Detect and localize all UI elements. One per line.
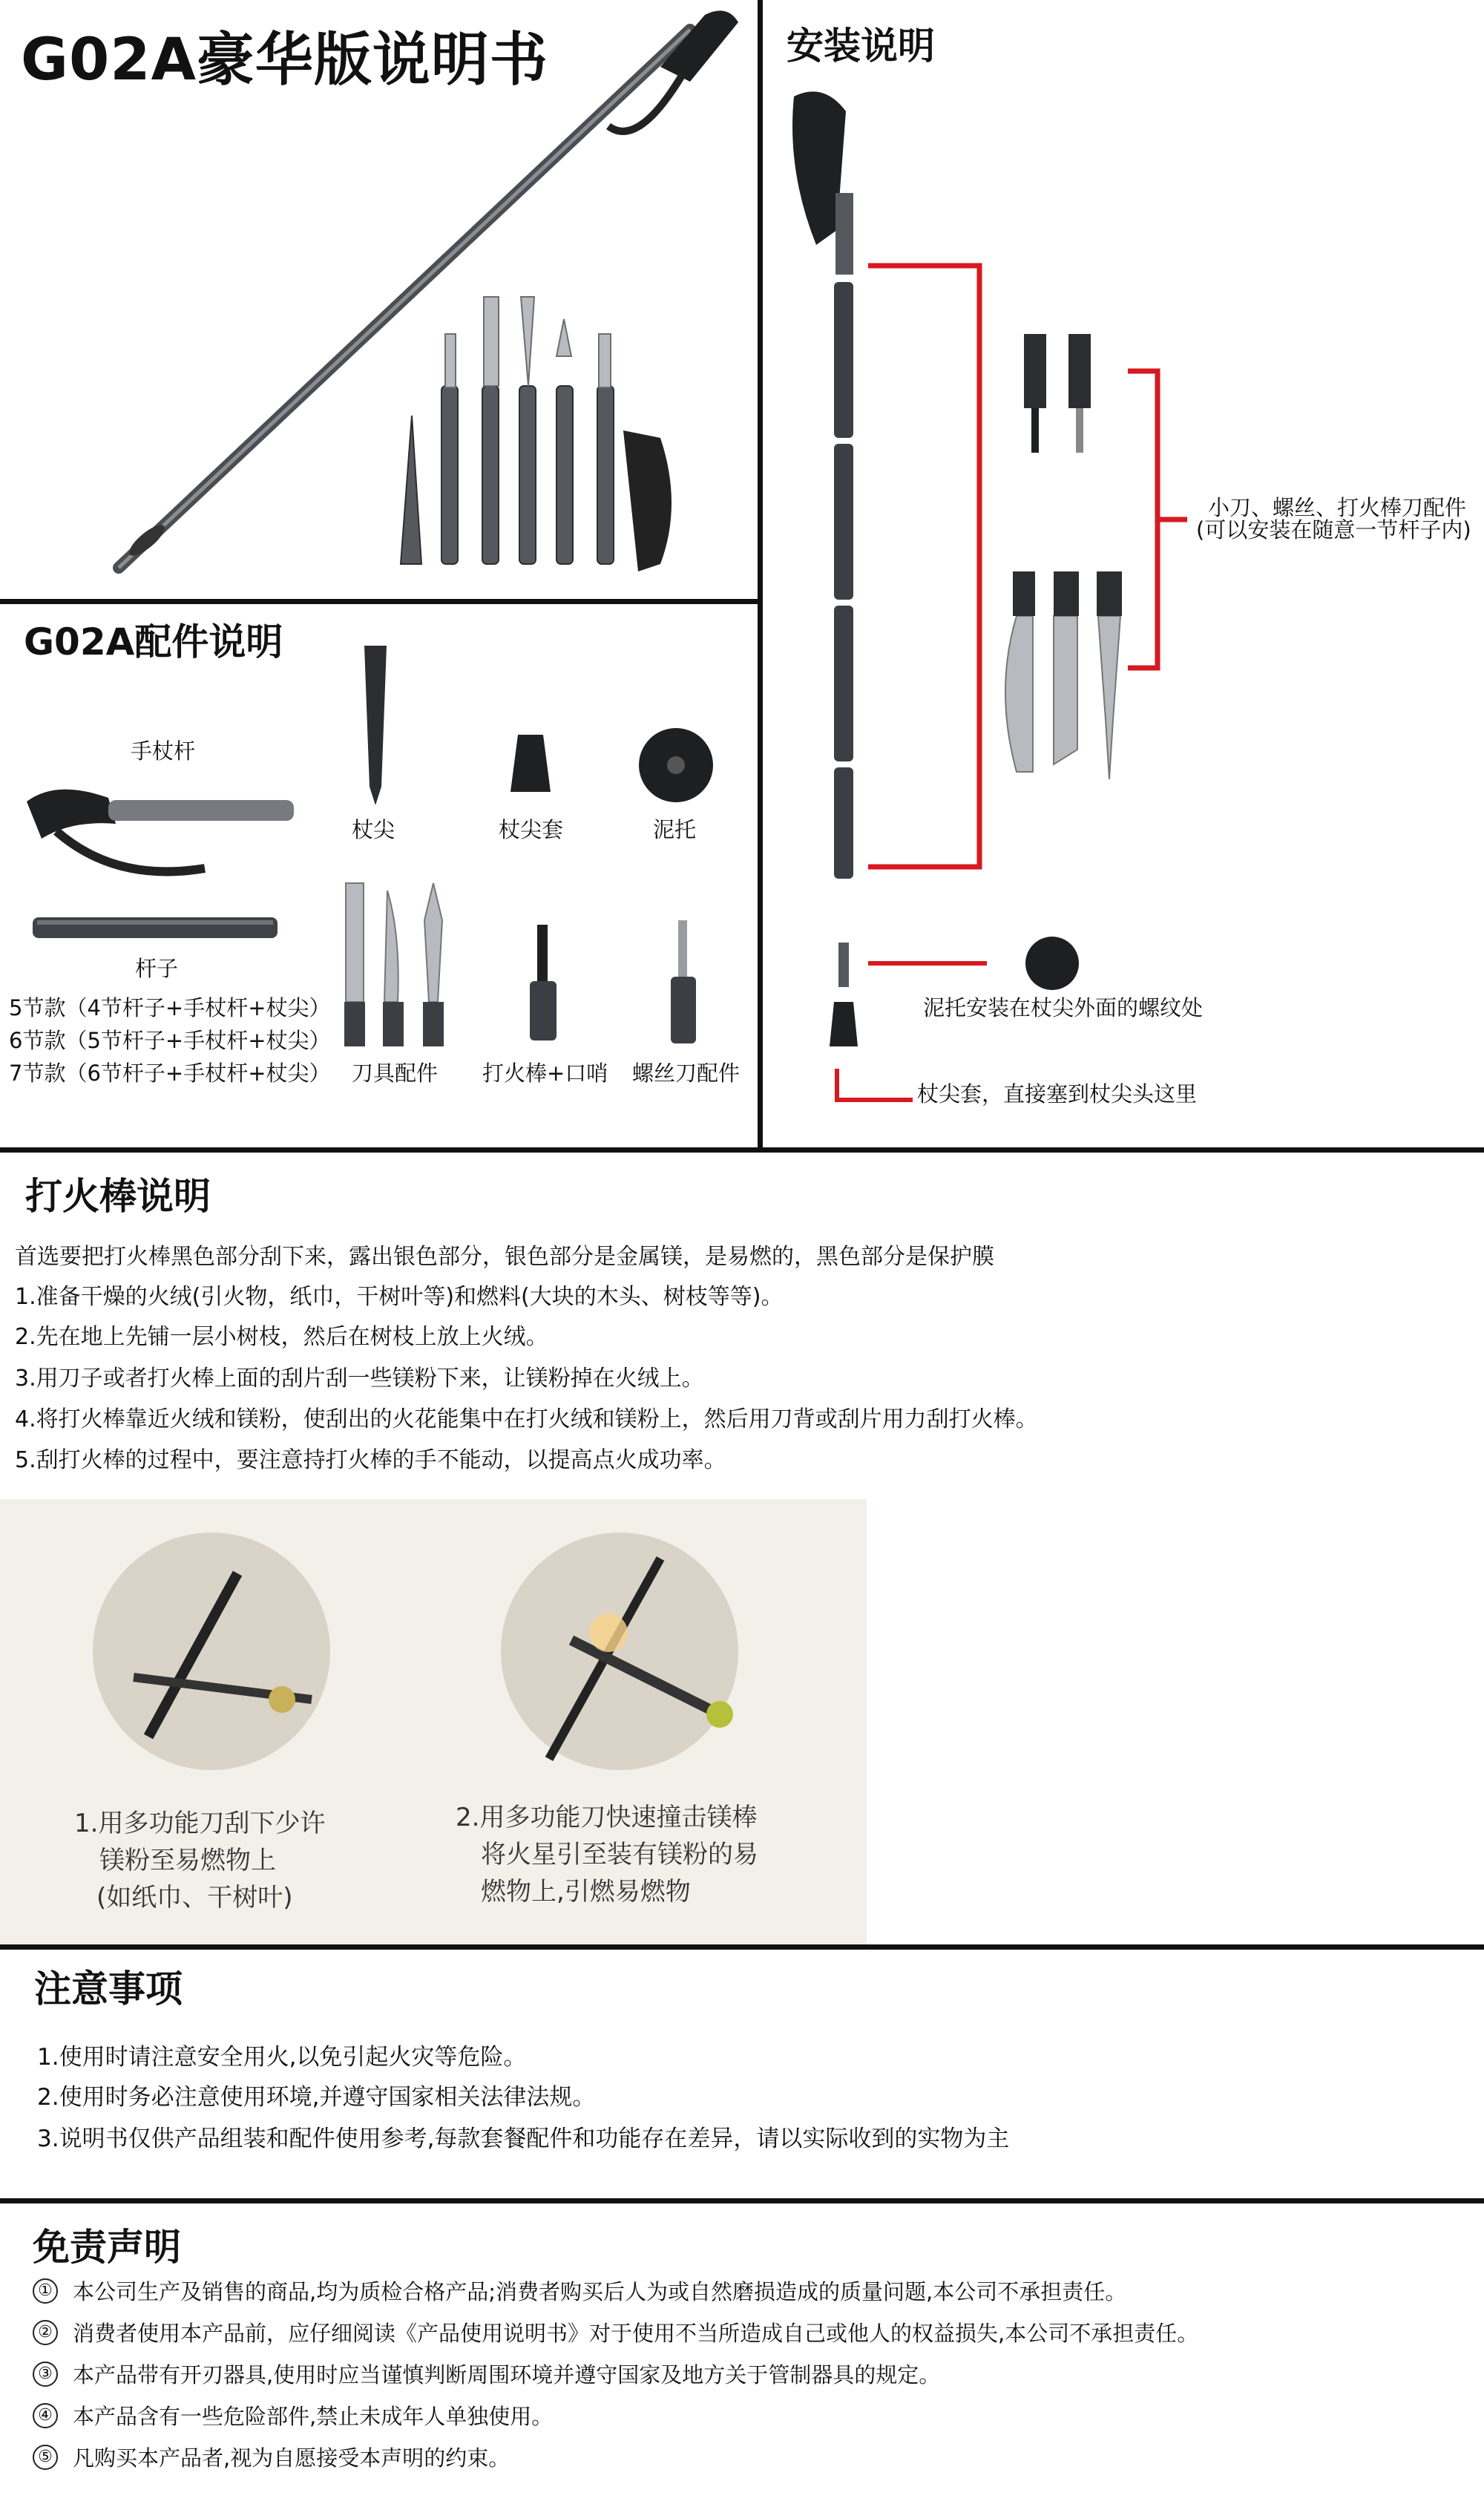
screwdriver-label: 螺丝刀配件 xyxy=(632,1061,741,1086)
notes-line-0: 1.使用时请注意安全用火,以免引起火灾等危险。 xyxy=(37,2044,527,2071)
fire-whistle-image xyxy=(521,922,565,1048)
firestarter-line-2: 2.先在地上先铺一层小树枝，然后在树枝上放上火绒。 xyxy=(15,1324,548,1350)
disclaimer-item xyxy=(33,2400,553,2431)
tip-label: 杖尖 xyxy=(352,817,395,842)
disclaimer-num: ④ xyxy=(33,2403,58,2428)
model-7: 7节款（6节杆子+手杖杆+杖尖） xyxy=(9,1061,331,1086)
disclaimer-num: ⑤ xyxy=(33,2445,58,2470)
firestarter-line-3: 3.用刀子或者打火棒上面的刮片刮一些镁粉下来，让镁粉掉在火绒上。 xyxy=(15,1366,704,1392)
trekking-pole-illustration xyxy=(74,0,742,586)
tip-cap-image xyxy=(505,731,556,798)
model-6: 6节款（5节杆子+手杖杆+杖尖） xyxy=(9,1028,331,1053)
step1-caption-line-1: 镁粉至易燃物上 xyxy=(99,1846,276,1875)
firestarter-line-5: 5.刮打火棒的过程中，要注意持打火棒的手不能动，以提高点火成功率。 xyxy=(15,1447,726,1473)
disclaimer-text: 本公司生产及销售的商品,均为质检合格产品;消费者购买后人为或自然磨损造成的质量问题,本公司不承担责任。 xyxy=(73,2279,1127,2304)
disclaimer-text: 凡购买本产品者,视为自愿接受本声明的约束。 xyxy=(73,2445,510,2471)
tip-image xyxy=(353,638,398,809)
step2-caption-line-1: 将火星引至装有镁粉的易 xyxy=(481,1840,758,1869)
install-note-tipcap: 杖尖套，直接塞到杖尖头这里 xyxy=(917,1081,1198,1107)
pole-image xyxy=(30,913,282,943)
disclaimer-text: 本产品带有开刃器具,使用时应当谨慎判断周围环境并遵守国家及地方关于管制器具的规定。 xyxy=(73,2362,941,2388)
tip-cap-label: 杖尖套 xyxy=(499,817,564,842)
firestarter-line-0: 首选要把打火棒黑色部分刮下来，露出银色部分，银色部分是金属镁，是易燃的，黑色部分是保护膜 xyxy=(15,1244,994,1270)
step1-photo xyxy=(89,1529,334,1774)
step2-caption-line-2: 燃物上,引燃易燃物 xyxy=(481,1877,691,1907)
left-mid-divider xyxy=(0,599,763,604)
disclaimer-num: ③ xyxy=(33,2362,58,2387)
firestarter-title: 打火棒说明 xyxy=(25,1175,211,1218)
handle-label: 手杖杆 xyxy=(131,738,196,764)
screwdriver-image xyxy=(660,917,705,1051)
pole-label: 杆子 xyxy=(135,956,179,981)
mud-basket-label: 泥托 xyxy=(653,817,697,842)
fire-whistle-label: 打火棒+口哨 xyxy=(482,1061,608,1086)
step1-caption-line-2: (如纸巾、干树叶) xyxy=(96,1883,293,1913)
mud-basket-image xyxy=(635,724,717,806)
step2-caption-line-0: 2.用多功能刀快速撞击镁棒 xyxy=(456,1803,758,1832)
install-note-mud: 泥托安装在杖尖外面的螺纹处 xyxy=(923,995,1204,1020)
disclaimer-title: 免责声明 xyxy=(33,2226,181,2269)
install-note-parts: 小刀、螺丝、打火棒刀配件 xyxy=(1208,495,1467,520)
disclaimer-item xyxy=(33,2317,1198,2347)
model-5: 5节款（4节杆子+手杖杆+杖尖） xyxy=(9,995,331,1020)
page-title: G02A豪华版说明书 xyxy=(21,27,548,94)
divider-disclaimer xyxy=(0,2198,1484,2203)
knives-image xyxy=(338,876,457,1054)
disclaimer-num: ① xyxy=(33,2278,58,2304)
notes-title: 注意事项 xyxy=(34,1967,183,2010)
step1-caption-line-0: 1.用多功能刀刮下少许 xyxy=(74,1809,326,1838)
disclaimer-item xyxy=(33,2359,940,2389)
handle-image xyxy=(27,779,301,891)
disclaimer-text: 消费者使用本产品前，应仔细阅读《产品使用说明书》对于使用不当所造成自己或他人的权益损失,本公司不承担责任。 xyxy=(73,2321,1199,2346)
step2-caption xyxy=(456,1799,758,1910)
firestarter-line-1: 1.准备干燥的火绒(引火物，纸巾，干树叶等)和燃料(大块的木头、树枝等等)。 xyxy=(15,1284,784,1310)
firestarter-line-4: 4.将打火棒靠近火绒和镁粉，使刮出的火花能集中在打火绒和镁粉上，然后用刀背或刮片用力刮打火棒。 xyxy=(15,1406,1038,1432)
install-note-parts-sub: (可以安装在随意一节杆子内) xyxy=(1196,517,1471,543)
notes-line-1: 2.使用时务必注意使用环境,并遵守国家相关法律法规。 xyxy=(37,2084,596,2111)
step2-photo xyxy=(497,1529,742,1774)
disclaimer-num: ② xyxy=(33,2320,58,2345)
divider-notes xyxy=(0,1944,1484,1950)
disclaimer-item xyxy=(33,2442,510,2472)
notes-line-2: 3.说明书仅供产品组装和配件使用参考,每款套餐配件和功能存在差异，请以实际收到的实物为主 xyxy=(37,2126,1010,2152)
accessories-title: G02A配件说明 xyxy=(24,620,283,663)
step1-caption xyxy=(74,1805,325,1916)
divider-top xyxy=(0,1147,1484,1153)
install-diagram xyxy=(772,82,1484,1135)
knives-label: 刀具配件 xyxy=(352,1061,439,1086)
disclaimer-item xyxy=(33,2275,1126,2306)
vertical-divider xyxy=(758,0,763,1153)
install-title: 安装说明 xyxy=(787,24,935,68)
disclaimer-text: 本产品含有一些危险部件,禁止未成年人单独使用。 xyxy=(73,2404,554,2429)
